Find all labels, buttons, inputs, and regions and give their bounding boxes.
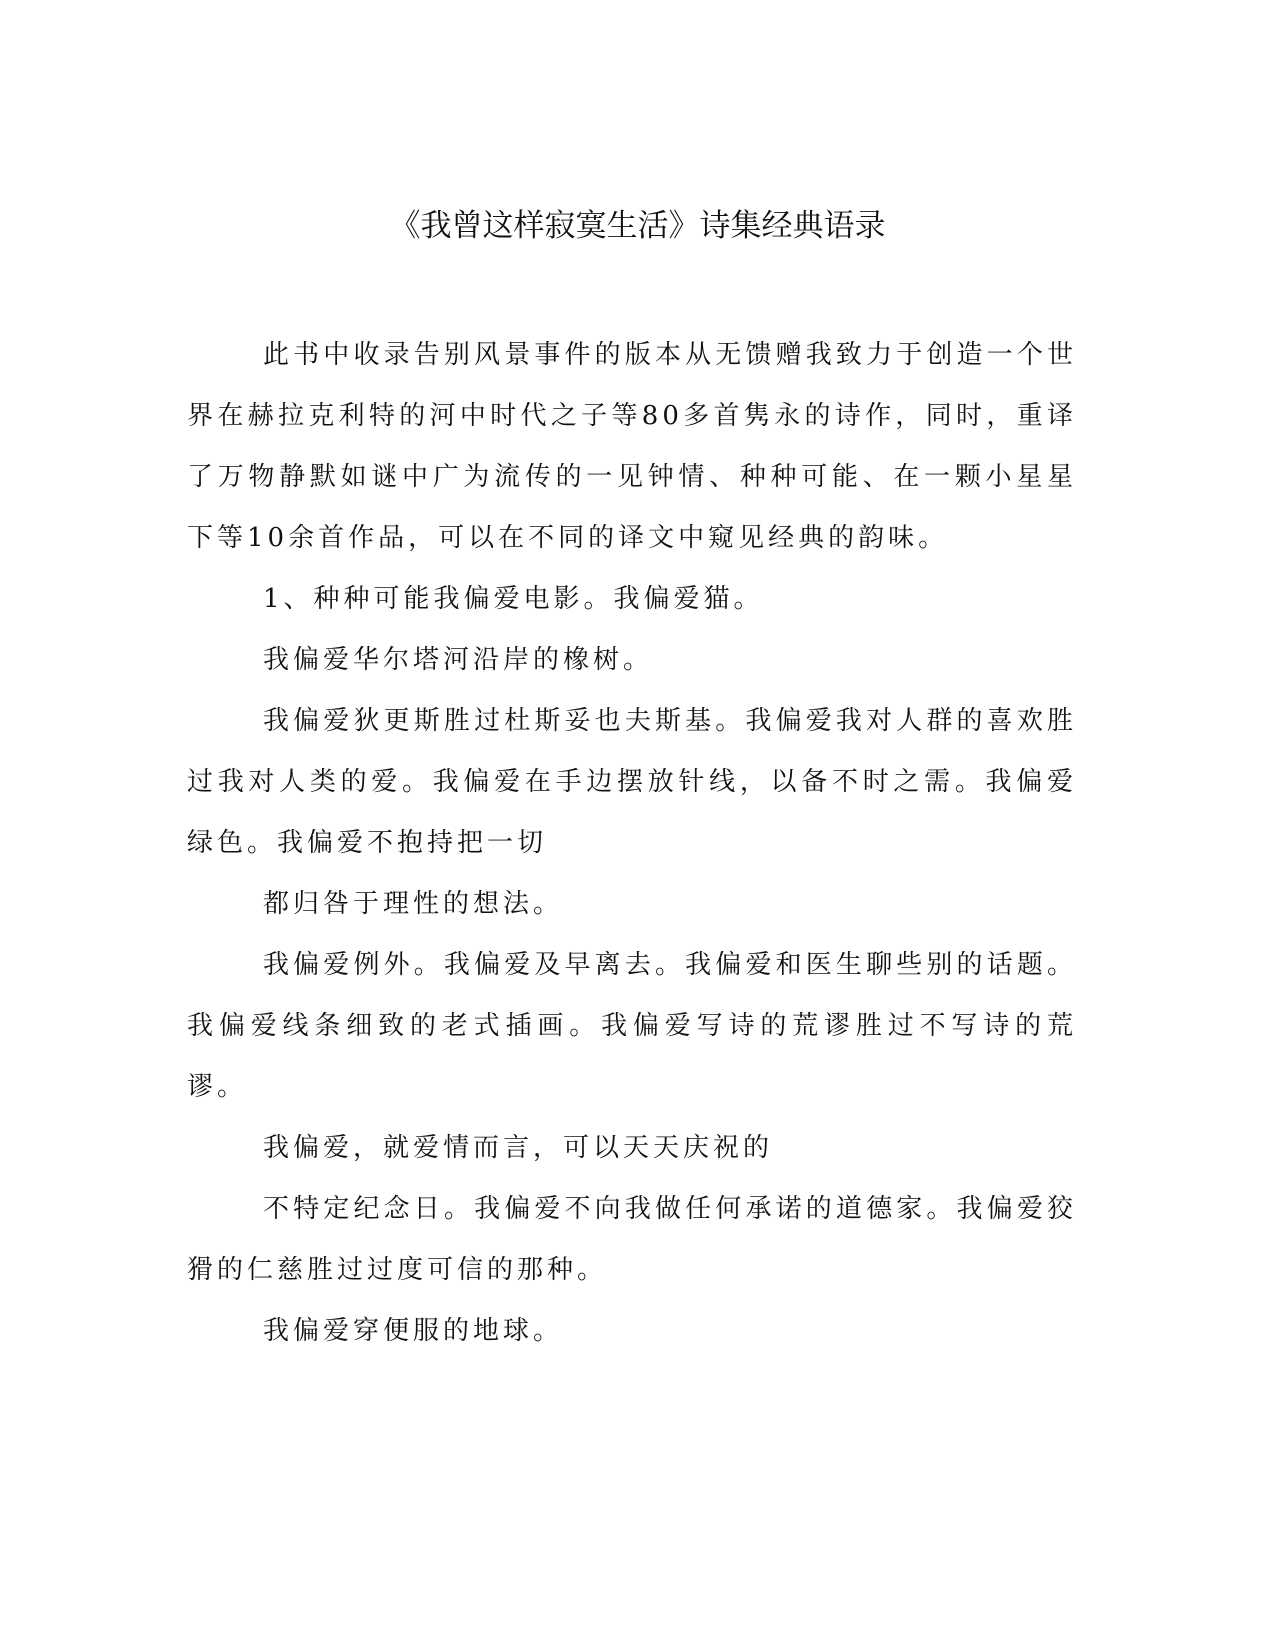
quote-paragraph: 1、种种可能我偏爱电影。我偏爱猫。 (263, 584, 764, 614)
quote-paragraph: 我偏爱例外。我偏爱及早离去。我偏爱和医生聊些别的话题。我偏爱线条细致的老式插画。我偏爱写诗的荒谬胜过不写诗的荒谬。 (187, 950, 1077, 1102)
quote-paragraph: 我偏爱狄更斯胜过杜斯妥也夫斯基。我偏爱我对人群的喜欢胜过我对人类的爱。我偏爱在手边摆放针线，以备不时之需。我偏爱绿色。我偏爱不抱持把一切 (187, 706, 1077, 858)
document-body (187, 325, 1077, 1362)
intro-paragraph: 此书中收录告别风景事件的版本从无馈赠我致力于创造一个世界在赫拉克利特的河中时代之子等80多首隽永的诗作，同时，重译了万物静默如谜中广为流传的一见钟情、种种可能、在一颗小星星下等10余首作品，可以在不同的译文中窥见经典的韵味。 (187, 340, 1077, 553)
quote-paragraph: 我偏爱华尔塔河沿岸的橡树。 (263, 645, 654, 675)
quote-paragraph: 我偏爱，就爱情而言，可以天天庆祝的 (263, 1133, 774, 1163)
document-title: 《我曾这样寂寞生活》诗集经典语录 (389, 208, 886, 244)
quote-paragraph: 不特定纪念日。我偏爱不向我做任何承诺的道德家。我偏爱狡猾的仁慈胜过过度可信的那种。 (187, 1194, 1077, 1285)
quote-paragraph: 都归咎于理性的想法。 (263, 889, 564, 919)
quote-paragraph: 我偏爱穿便服的地球。 (263, 1316, 564, 1346)
